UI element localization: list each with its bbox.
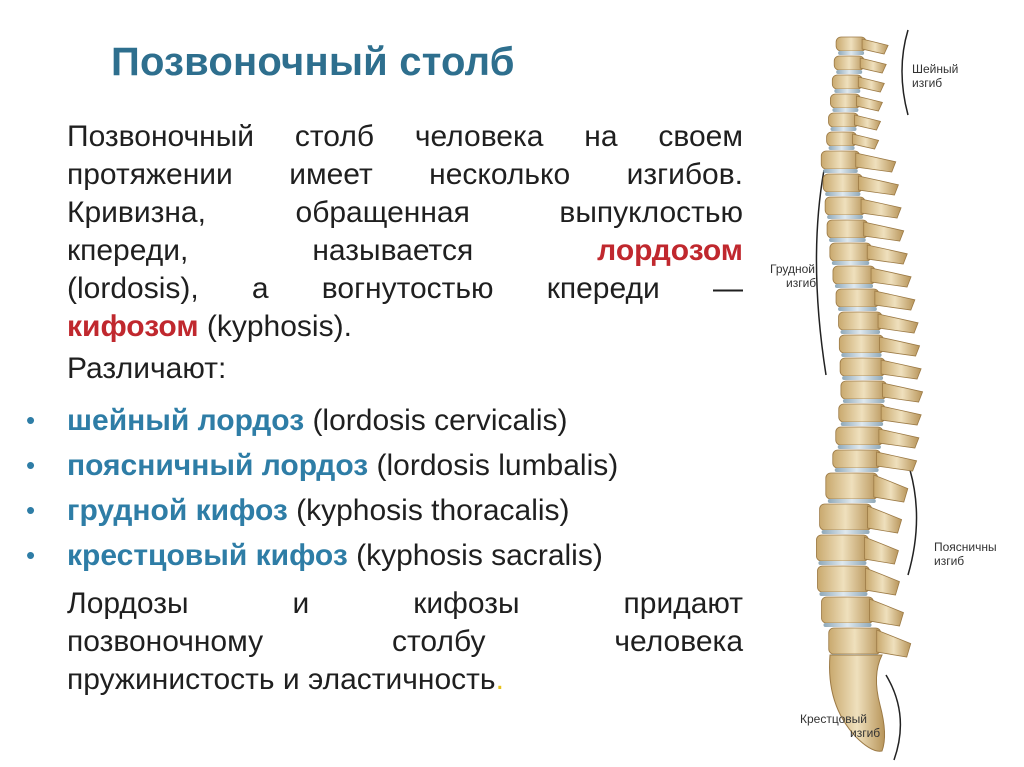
spinous-process bbox=[862, 39, 888, 54]
spinous-process bbox=[867, 245, 907, 264]
vertebra-body bbox=[833, 266, 875, 284]
spinous-process bbox=[865, 568, 899, 595]
label-sacral: Крестцовый изгиб bbox=[800, 712, 881, 740]
intervertebral-disc bbox=[835, 468, 879, 472]
spinous-process bbox=[853, 134, 879, 149]
intervertebral-disc bbox=[841, 422, 883, 426]
intro-line: (lordosis), а вогнутостью кпереди — bbox=[67, 272, 743, 305]
intervertebral-disc bbox=[842, 376, 883, 380]
spinous-process bbox=[858, 176, 898, 195]
bullet-icon: • bbox=[26, 540, 36, 570]
list-term: крестцовый кифоз bbox=[67, 539, 348, 572]
list-latin: (lordosis lumbalis) bbox=[368, 449, 619, 482]
intervertebral-disc bbox=[828, 499, 876, 503]
intervertebral-disc bbox=[822, 530, 870, 534]
intervertebral-disc bbox=[835, 284, 873, 288]
vertebra-body bbox=[836, 289, 879, 307]
list-term: шейный лордоз bbox=[67, 404, 305, 437]
vertebra-body bbox=[821, 151, 860, 169]
intro-line: протяжении имеет несколько изгибов. bbox=[67, 158, 743, 191]
sacral-curve-line bbox=[886, 675, 900, 760]
intervertebral-disc bbox=[841, 353, 881, 357]
vertebra-body bbox=[840, 358, 885, 376]
spinous-process bbox=[878, 314, 918, 333]
intervertebral-disc bbox=[819, 592, 867, 596]
spinous-process bbox=[877, 630, 911, 657]
list-latin: (kyphosis sacralis) bbox=[347, 539, 603, 572]
spinous-process bbox=[870, 599, 904, 626]
vertebra-body bbox=[822, 597, 874, 623]
spinous-process bbox=[877, 452, 917, 471]
spinous-process bbox=[856, 96, 882, 111]
intro-line: кифозом (kyphosis). bbox=[67, 310, 352, 343]
outro-paragraph bbox=[67, 585, 743, 699]
slide-title: Позвоночный столб bbox=[111, 40, 515, 84]
intervertebral-disc bbox=[841, 330, 881, 334]
intervertebral-disc bbox=[829, 146, 855, 150]
intervertebral-disc bbox=[825, 192, 860, 196]
vertebra-body bbox=[827, 132, 857, 146]
vertebra-body bbox=[825, 197, 865, 215]
vertebra-body bbox=[841, 381, 887, 399]
outro-line: пружинистость и эластичность. bbox=[67, 663, 504, 696]
vertebra-body bbox=[816, 535, 868, 561]
vertebra-body bbox=[832, 75, 862, 89]
vertebra-body bbox=[829, 628, 881, 654]
vertebra-body bbox=[827, 220, 868, 238]
bullet-icon: • bbox=[26, 405, 36, 435]
vertebra-body bbox=[833, 450, 881, 468]
vertebra-body bbox=[836, 427, 883, 445]
cervical-curve-line bbox=[902, 30, 908, 115]
vertebra-body bbox=[820, 504, 872, 530]
vertebra-body bbox=[839, 404, 885, 422]
spinous-process bbox=[855, 115, 881, 130]
intervertebral-disc bbox=[818, 561, 866, 565]
spinous-process bbox=[879, 429, 919, 448]
label-cervical: Шейный изгиб bbox=[912, 62, 959, 90]
list-item bbox=[26, 443, 618, 488]
label-thoracic: Грудной изгиб bbox=[770, 262, 817, 290]
intervertebral-disc bbox=[827, 215, 863, 219]
vertebra-body bbox=[829, 113, 859, 127]
intervertebral-disc bbox=[832, 108, 858, 112]
list-latin: (kyphosis thoracalis) bbox=[287, 494, 570, 527]
thoracic-curve-line bbox=[816, 170, 826, 375]
spinous-process bbox=[871, 268, 911, 287]
vertebra-body bbox=[830, 94, 860, 108]
list-latin: (lordosis cervicalis) bbox=[304, 404, 568, 437]
label-lumbar: Поясничны изгиб bbox=[934, 540, 997, 568]
spinous-process bbox=[864, 537, 898, 564]
vertebra-body bbox=[826, 473, 878, 499]
distinguish-label: Различают: bbox=[67, 352, 227, 385]
list-item bbox=[26, 488, 618, 533]
intervertebral-disc bbox=[823, 169, 858, 173]
spinous-process bbox=[875, 291, 915, 310]
intervertebral-disc bbox=[824, 623, 872, 627]
term-kyphosis: кифозом bbox=[67, 310, 199, 343]
spinous-process bbox=[860, 58, 886, 73]
vertebra-body bbox=[836, 37, 866, 51]
intro-paragraph bbox=[67, 118, 743, 346]
list-item bbox=[26, 533, 618, 578]
list-item bbox=[26, 398, 618, 443]
outro-line: позвоночному столбу человека bbox=[67, 625, 743, 658]
intervertebral-disc bbox=[831, 127, 857, 131]
spinous-process bbox=[856, 153, 896, 172]
lumbar-curve-line bbox=[908, 470, 917, 575]
bullet-icon: • bbox=[26, 450, 36, 480]
spinous-process bbox=[874, 475, 908, 502]
intervertebral-disc bbox=[838, 51, 864, 55]
spine-illustration bbox=[760, 15, 1024, 767]
intervertebral-disc bbox=[834, 89, 860, 93]
spinous-process bbox=[864, 222, 904, 241]
list-term: поясничный лордоз bbox=[67, 449, 369, 482]
spinous-process bbox=[881, 360, 921, 379]
spinous-process bbox=[881, 406, 921, 425]
term-lordosis: лордозом bbox=[597, 234, 743, 267]
bullet-icon: • bbox=[26, 495, 36, 525]
spinous-process bbox=[880, 337, 920, 356]
vertebra-body bbox=[830, 243, 871, 261]
intro-line: кпереди, называется лордозом bbox=[67, 234, 743, 267]
spinous-process bbox=[858, 77, 884, 92]
vertebra-body bbox=[839, 335, 883, 353]
vertebra-body bbox=[839, 312, 883, 330]
vertebra-body bbox=[817, 566, 869, 592]
vertebrae-group bbox=[816, 37, 922, 751]
intervertebral-disc bbox=[843, 399, 885, 403]
intervertebral-disc bbox=[838, 445, 881, 449]
spinous-process bbox=[868, 506, 902, 533]
vertebra-body bbox=[834, 56, 864, 70]
curvature-list bbox=[26, 398, 618, 578]
intervertebral-disc bbox=[838, 307, 877, 311]
list-term: грудной кифоз bbox=[67, 494, 288, 527]
vertebra-body bbox=[823, 174, 862, 192]
intervertebral-disc bbox=[829, 238, 866, 242]
outro-line: Лордозы и кифозы придают bbox=[67, 587, 743, 620]
spinous-process bbox=[883, 383, 923, 402]
intro-line: Позвоночный столб человека на своем bbox=[67, 120, 743, 153]
intervertebral-disc bbox=[836, 70, 862, 74]
spinous-process bbox=[861, 199, 901, 218]
intervertebral-disc bbox=[832, 261, 869, 265]
intro-line: Кривизна, обращенная выпуклостью bbox=[67, 196, 743, 229]
